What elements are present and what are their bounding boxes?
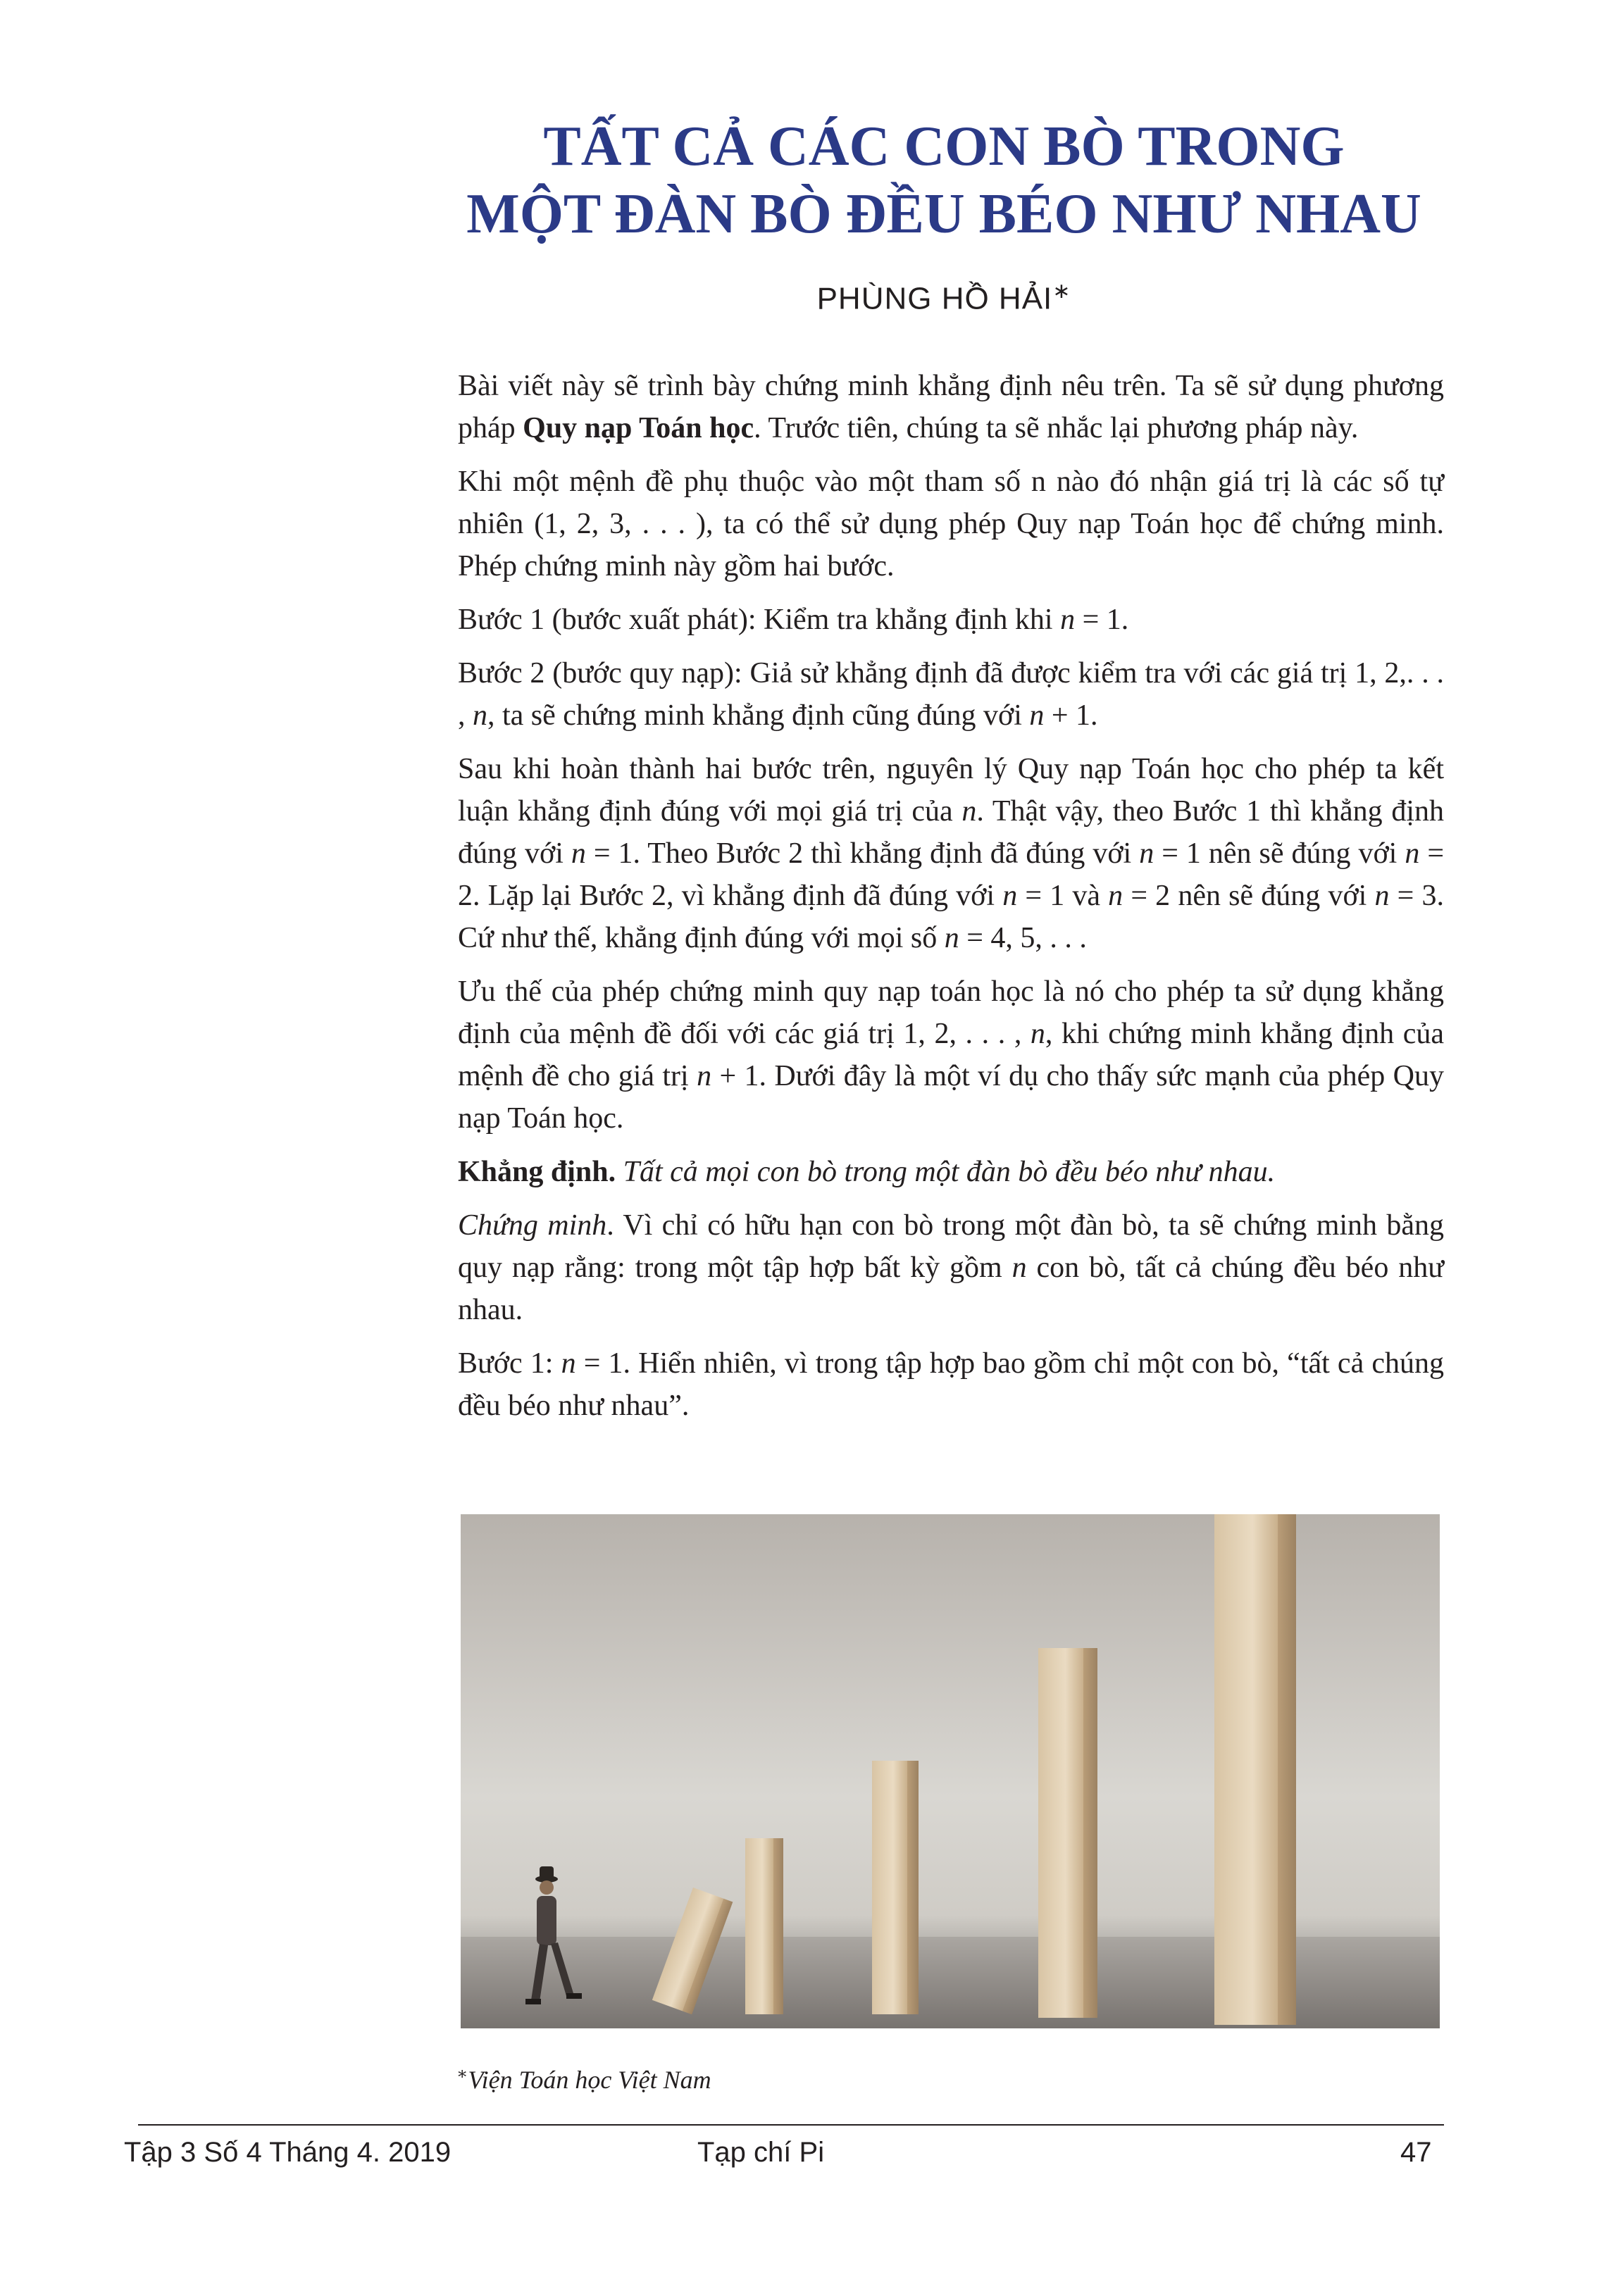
text-run: Bước 2 (bước quy nạp): Giả sử khẳng định đã được kiểm tra với các giá trị 1, 2,. . . ,: [458, 657, 1444, 732]
text-run: , ta sẽ chứng minh khẳng định cũng đúng với: [487, 699, 1030, 732]
text-run: = 1. Theo Bước 2 thì khẳng định đã đúng với: [585, 837, 1140, 870]
math-var: n: [1030, 1018, 1045, 1050]
text-run: = 1. Hiển nhiên, vì trong tập hợp bao gồm chỉ một con bò, “tất cả chúng đều béo như nhau”.: [458, 1347, 1444, 1422]
claim-paragraph: [458, 1151, 1444, 1193]
text-run: Bước 1 (bước xuất phát): Kiểm tra khẳng định khi: [458, 604, 1061, 636]
footnote-mark: ∗: [456, 2065, 468, 2083]
math-var: n: [561, 1347, 576, 1380]
footnote-text: Viện Toán học Việt Nam: [468, 2066, 711, 2094]
text-run: , khi chứng minh khẳng định của mệnh đề cho giá trị: [458, 1018, 1444, 1092]
math-var: n: [697, 1060, 712, 1092]
paragraph-6: [458, 971, 1444, 1140]
text-run: . Thật vậy, theo Bước 1 thì khẳng định đúng với: [458, 795, 1444, 870]
math-var: n: [1108, 880, 1123, 912]
text-run: Ưu thế của phép chứng minh quy nạp toán học là nó cho phép ta sử dụng khẳng định của mệnh đề đối với các giá trị 1, 2, . . . ,: [458, 975, 1444, 1050]
footer-issue: Tập 3 Số 4 Tháng 4. 2019: [124, 2137, 452, 2168]
paragraph-5: [458, 748, 1444, 959]
proof-paragraph: [458, 1204, 1444, 1331]
text-run: Bài viết này sẽ trình bày chứng minh khẳng định nêu trên. Ta sẽ sử dụng phương pháp: [458, 370, 1444, 444]
claim-text: Tất cả mọi con bò trong một đàn bò đều béo như nhau.: [616, 1156, 1276, 1188]
paragraph-1: [458, 365, 1444, 449]
text-run: = 2. Lặp lại Bước 2, vì khẳng định đã đúng với: [458, 837, 1445, 912]
proof-step1-paragraph: [458, 1342, 1444, 1427]
paragraph-2: Khi một mệnh đề phụ thuộc vào một tham số n nào đó nhận giá trị là các số tự nhiên (1, 2, 3, . . . ), ta có thể sử dụng phép Quy nạp Toán học để chứng minh. Phép chứng minh này gồm hai bước.: [458, 466, 1444, 582]
math-var: n: [1405, 837, 1420, 870]
dominoes-illustration: [461, 1514, 1440, 2028]
math-var: n: [1374, 880, 1390, 912]
paragraph-step1: [458, 599, 1444, 641]
page-number: 47: [1400, 2137, 1432, 2168]
math-var: n: [944, 922, 959, 954]
text-run: + 1. Dưới đây là một ví dụ cho thấy sức mạnh của phép Quy nạp Toán học.: [458, 1060, 1444, 1135]
text-run: . Trước tiên, chúng ta sẽ nhắc lại phương pháp này.: [754, 412, 1359, 444]
footer-journal: Tạp chí Pi: [697, 2137, 825, 2168]
math-var: n: [1029, 699, 1045, 732]
text-run: Bước 1:: [458, 1347, 561, 1380]
author-line: [394, 279, 1493, 317]
text-run: = 4, 5, . . .: [959, 922, 1087, 954]
article-body: [458, 365, 1444, 1438]
author-footnote-mark: ∗: [1052, 280, 1071, 303]
math-var: n: [473, 699, 487, 732]
proof-label: Chứng minh: [458, 1209, 607, 1242]
claim-label: Khẳng định.: [458, 1156, 616, 1188]
text-run: = 1 nên sẽ đúng với: [1154, 837, 1405, 870]
article-title: [394, 113, 1493, 248]
text-run: = 1 và: [1017, 880, 1109, 912]
bold-term: Quy nạp Toán học: [523, 412, 754, 444]
text-run: con bò, tất cả chúng đều béo như nhau.: [458, 1252, 1445, 1326]
footnote: [456, 2064, 711, 2095]
title-line-2: MỘT ĐÀN BÒ ĐỀU BÉO NHƯ NHAU: [466, 183, 1421, 245]
math-var: n: [1060, 604, 1076, 636]
text-run: Sau khi hoàn thành hai bước trên, nguyên lý Quy nạp Toán học cho phép ta kết luận khẳng định đúng với mọi giá trị của: [458, 753, 1444, 828]
text-run: + 1.: [1044, 699, 1098, 732]
text-run: = 3. Cứ như thế, khẳng định đúng với mọi số: [458, 880, 1445, 954]
title-line-1: TẤT CẢ CÁC CON BÒ TRONG: [543, 116, 1345, 177]
paragraph-step2: [458, 652, 1444, 737]
math-var: n: [1011, 1252, 1027, 1284]
math-var: n: [961, 795, 977, 828]
math-var: n: [1002, 880, 1018, 912]
author-name: PHÙNG HỒ HẢI: [816, 281, 1053, 316]
footer-divider: [138, 2124, 1444, 2126]
math-var: n: [571, 837, 586, 870]
text-run: = 2 nên sẽ đúng với: [1123, 880, 1375, 912]
text-run: . Vì chỉ có hữu hạn con bò trong một đàn bò, ta sẽ chứng minh bằng quy nạp rằng: trong một tập hợp bất kỳ gồm: [458, 1209, 1444, 1284]
math-var: n: [1139, 837, 1154, 870]
text-run: = 1.: [1075, 604, 1129, 636]
